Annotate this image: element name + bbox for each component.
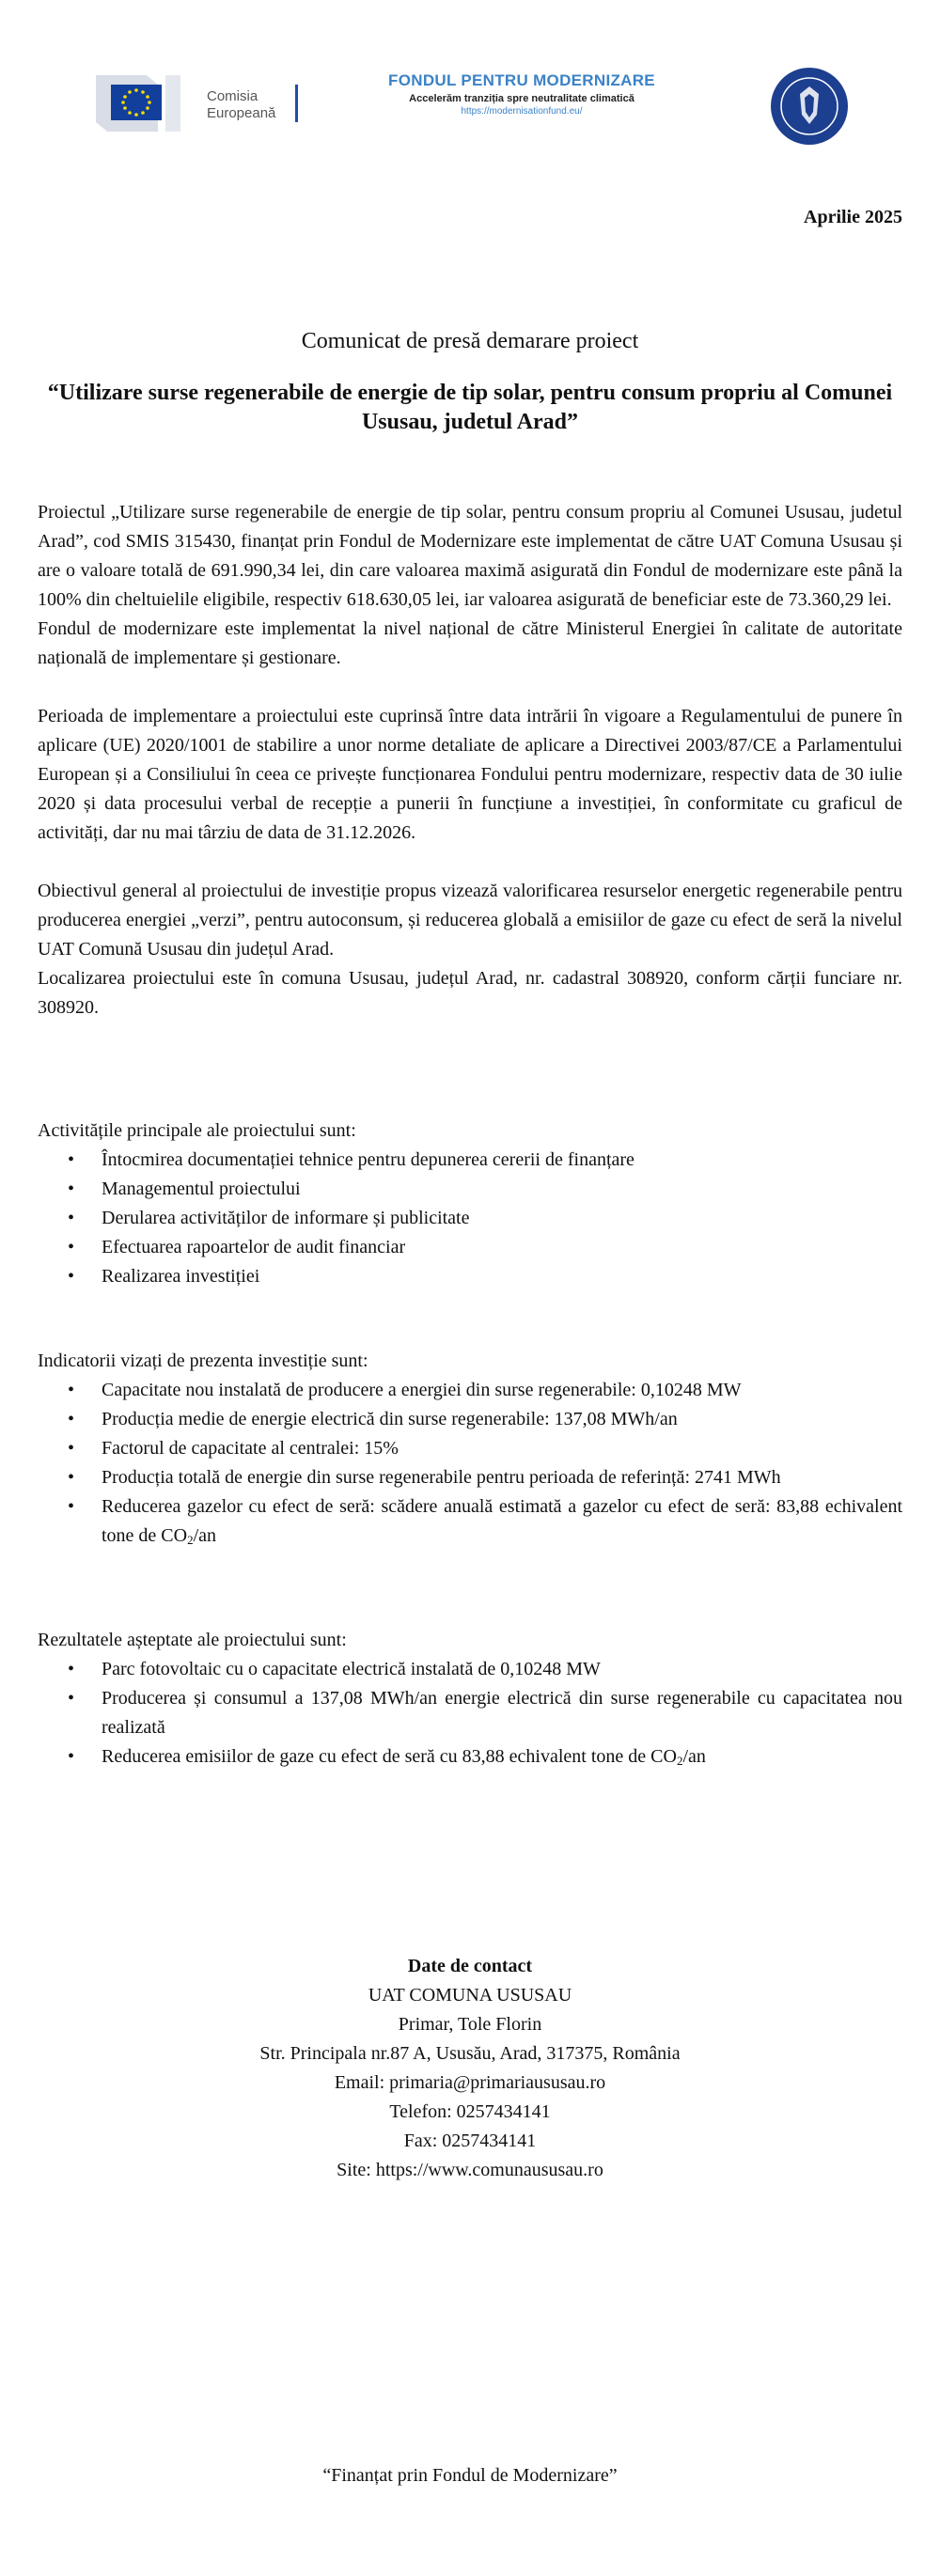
list-item: • Managementul proiectului <box>38 1175 902 1204</box>
indicators-list <box>38 1376 902 1551</box>
european-commission-logo <box>90 71 306 135</box>
indicators-section <box>38 1347 902 1551</box>
contact-phone: Telefon: 0257434141 <box>389 2101 551 2122</box>
title-block <box>38 329 902 437</box>
contact-email: Email: primaria@primariaususau.ro <box>334 2072 606 2093</box>
contact-address: Str. Principala nr.87 A, Ususău, Arad, 317375, România <box>259 2043 681 2064</box>
co2-subscript: 2 <box>187 1533 194 1547</box>
indicator-ghg-suffix: /an <box>193 1525 217 1546</box>
fm-logo-subtitle: Accelerăm tranziția spre neutralitate climatică <box>409 93 634 104</box>
press-release-title: Comunicat de presă demarare proiect <box>301 329 639 353</box>
indicators-heading: Indicatorii vizați de prezenta investiție sunt: <box>38 1350 368 1371</box>
fm-logo-title: FONDUL PENTRU MODERNIZARE <box>388 71 655 89</box>
activities-heading: Activitățile principale ale proiectului sunt: <box>38 1120 356 1141</box>
list-item: • Realizarea investiției <box>38 1262 902 1291</box>
ec-logo-divider <box>295 85 298 122</box>
list-item <box>38 1492 902 1551</box>
ec-logo-line2: Europeană <box>207 105 276 121</box>
contact-site: Site: https://www.comunaususau.ro <box>337 2160 603 2180</box>
list-item: • Producția medie de energie electrică din surse regenerabile: 137,08 MWh/an <box>38 1405 902 1434</box>
paragraph-implementation-authority: Fondul de modernizare este implementat la nivel național de către Ministerul Energiei în calitate de autoritate națională de implementare și gestionare. <box>38 618 902 668</box>
list-item: • Capacitate nou instalată de producere a energiei din surse regenerabile: 0,10248 MW <box>38 1376 902 1405</box>
paragraph-location: Localizarea proiectului este în comuna Ususau, județul Arad, nr. cadastral 308920, conform cărții funciare nr. 308920. <box>38 968 902 1018</box>
paragraph-general-objective: Obiectivul general al proiectului de investiție propus vizează valorificarea resurselor energetic regenerabile pentru producerea energiei „verzi”, pentru autoconsum, și reducerea globală a emisiilor de gaze cu efect de seră la nivelul UAT Comună Ususau din județul Arad. <box>38 881 902 960</box>
ec-logo-line1: Comisia <box>207 88 258 104</box>
contact-block <box>38 1952 902 2185</box>
modernisation-fund-logo <box>367 71 677 117</box>
header-logos <box>0 66 940 150</box>
list-item: • Întocmirea documentației tehnice pentru depunerea cererii de finanțare <box>38 1146 902 1175</box>
activities-list <box>38 1146 902 1291</box>
list-item: • Derularea activităților de informare și publicitate <box>38 1204 902 1233</box>
results-heading: Rezultatele așteptate ale proiectului sunt: <box>38 1630 347 1650</box>
list-item: • Parc fotovoltaic cu o capacitate electrică instalată de 0,10248 MW <box>38 1655 902 1684</box>
fm-logo-url: https://modernisationfund.eu/ <box>461 106 583 117</box>
results-list <box>38 1655 902 1772</box>
co2-subscript: 2 <box>676 1754 683 1768</box>
contact-mayor: Primar, Tole Florin <box>398 2014 542 2035</box>
paragraph-implementation-period: Perioada de implementare a proiectului este cuprinsă între data intrării în vigoare a Regulamentului de punere în aplicare (UE) 2020/1001 de stabilire a unor norme detaliate de aplicare a Directivei 2003/87/CE a Parlamentului European și a Consiliului în ceea ce privește funcționarea Fondului pentru modernizare, respectiv data de 30 iulie 2020 și data procesului verbal de recepție a punerii în funcțiune a investiției, în conformitate cu graficul de activități, dar nu mai târziu de data de 31.12.2026. <box>38 706 902 843</box>
list-item <box>38 1742 902 1772</box>
activities-section <box>38 1116 902 1291</box>
release-date: Aprilie 2025 <box>804 207 902 227</box>
list-item: • Factorul de capacitate al centralei: 15% <box>38 1434 902 1463</box>
paragraph-funding: Proiectul „Utilizare surse regenerabile de energie de tip solar, pentru consum propriu al Comunei Ususau, judetul Arad”, cod SMIS 315430, finanțat prin Fondul de Modernizare este implementat de către UAT Comuna Ususau și are o valoare totală de 691.990,34 lei, din care valoarea maximă asigurată din Fondul de modernizare este până la 100% din cheltuielile eligibile, respectiv 618.630,05 lei, iar valoarea asigurată de beneficiar este de 73.360,29 lei. <box>38 502 902 610</box>
result-ghg-text: Reducerea emisiilor de gaze cu efect de seră cu 83,88 echivalent tone de CO <box>102 1746 677 1767</box>
project-title: “Utilizare surse regenerabile de energie de tip solar, pentru consum propriu al Comunei Ususau, judetul Arad” <box>47 381 893 434</box>
list-item: • Producția totală de energie din surse regenerabile pentru perioada de referință: 2741 MWh <box>38 1463 902 1492</box>
indicator-ghg-text: Reducerea gazelor cu efect de seră: scădere anuală estimată a gazelor cu efect de seră: 83,88 echivalent tone de CO <box>102 1496 902 1546</box>
contact-fax: Fax: 0257434141 <box>403 2131 537 2151</box>
list-item: • Producerea și consumul a 137,08 MWh/an energie electrică din surse regenerabile cu capacitatea nou realizată <box>38 1684 902 1742</box>
project-description <box>38 498 902 1023</box>
list-item: • Efectuarea rapoartelor de audit financiar <box>38 1233 902 1262</box>
footer-funding-note: “Finanțat prin Fondul de Modernizare” <box>322 2465 618 2486</box>
results-section <box>38 1626 902 1772</box>
romanian-government-seal-icon <box>769 66 850 147</box>
ec-logo-text <box>207 88 275 122</box>
eu-flag-icon <box>90 71 194 135</box>
result-ghg-suffix: /an <box>682 1746 706 1767</box>
contact-organization: UAT COMUNA USUSAU <box>368 1985 572 2006</box>
contact-heading: Date de contact <box>407 1956 533 1976</box>
